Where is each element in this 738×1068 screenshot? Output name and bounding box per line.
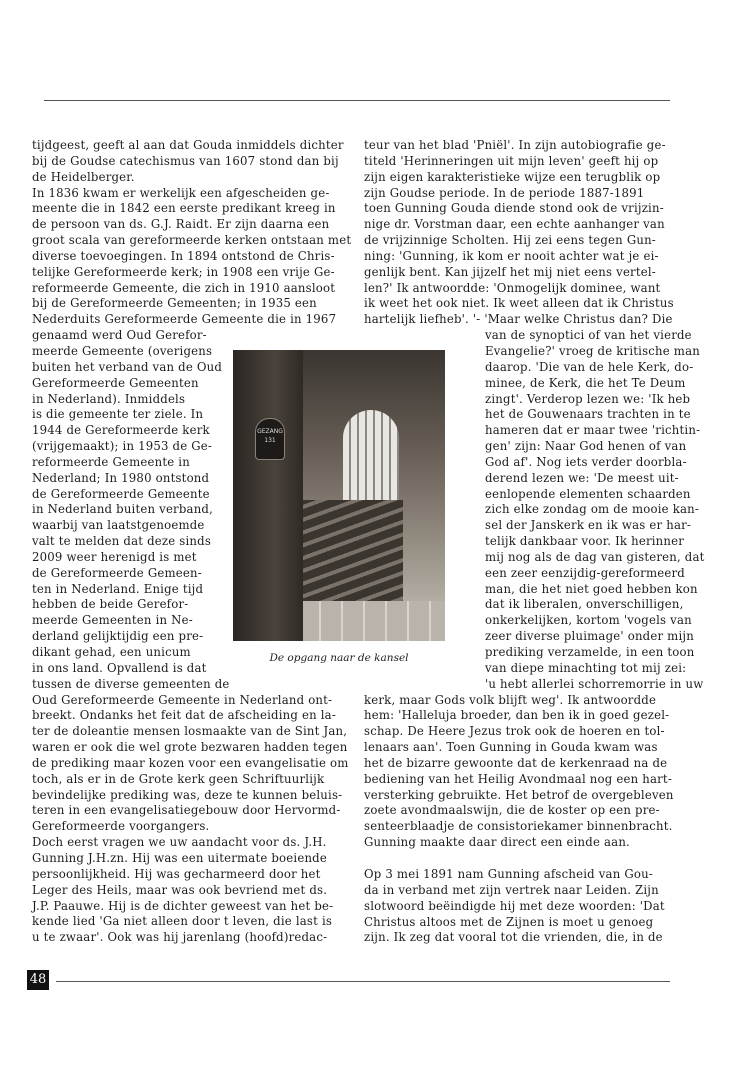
- text-line: kende lied 'Ga niet alleen door t leven, die last is: [32, 914, 333, 929]
- text-line: is die gemeente ter ziele. In: [32, 407, 204, 422]
- pillar: [233, 350, 303, 641]
- text-line: minee, de Kerk, die het Te Deum: [485, 375, 686, 390]
- text-line: God af'. Nog iets verder doorbla-: [485, 454, 687, 469]
- text-line: hameren dat er maar twee 'richtin-: [485, 423, 701, 438]
- text-line: zingt'. Verderop lezen we: 'Ik heb: [485, 391, 691, 406]
- text-line: van diepe minachting tot mij zei:: [485, 660, 687, 675]
- text-line: hem: 'Halleluja broeder, dan ben ik in goed gezel-: [364, 708, 670, 723]
- text-line: Nederland; In 1980 ontstond: [32, 470, 210, 485]
- text-line: tussen de diverse gemeenten de: [32, 676, 230, 691]
- text-line: Op 3 mei 1891 nam Gunning afscheid van Gou-: [364, 866, 653, 881]
- text-line: mij nog als de dag van gisteren, dat: [485, 549, 705, 564]
- text-line: reformeerde Gemeente in: [32, 454, 190, 469]
- text-line: dat ik liberalen, onverschilligen,: [485, 597, 684, 612]
- text-line: bevindelijke prediking was, deze te kunnen beluis-: [32, 787, 343, 802]
- text-line: toch, als er in de Grote kerk geen Schriftuurlijk: [32, 771, 325, 786]
- text-line: schap. De Heere Jezus trok ook de hoeren en tol-: [364, 724, 665, 739]
- text-line: daarop. 'Die van de hele Kerk, do-: [485, 359, 694, 374]
- text-line: zoete avondmaalswijn, die de koster op een pre-: [364, 803, 660, 818]
- text-line: het de Gouwenaars trachten in te: [485, 407, 691, 422]
- text-line: van de synoptici of van het vierde: [485, 328, 692, 343]
- bottom-rule: [56, 981, 670, 982]
- left-full-b: [32, 677, 348, 946]
- text-line: prediking verzamelde, in een toon: [485, 645, 695, 659]
- text-line: (vrijgemaakt); in 1953 de Ge-: [32, 439, 213, 454]
- text-line: ten in Nederland. Enige tijd: [32, 581, 204, 596]
- left-full-a: [32, 138, 352, 328]
- text-line: meerde Gemeente (overigens: [32, 343, 213, 358]
- text-line: zeer diverse pluimage' onder mijn: [485, 629, 694, 644]
- text-line: zijn. Ik zeg dat vooral tot die vrienden, die, in de: [364, 930, 663, 945]
- left-narrow: [32, 328, 228, 677]
- text-line: derland gelijktijdig een pre-: [32, 629, 204, 644]
- text-line: Doch eerst vragen we uw aandacht voor ds. J.H.: [32, 835, 327, 850]
- text-line: zijn Goudse periode. In de periode 1887-1891: [364, 185, 645, 200]
- text-line: Oud Gereformeerde Gemeente in Nederland ont-: [32, 692, 333, 707]
- text-line: 2009 weer herenigd is met: [32, 549, 197, 564]
- text-line: len?' Ik antwoordde: 'Onmogelijk dominee, want: [364, 280, 661, 295]
- text-line: hebben de beide Gerefor-: [32, 597, 189, 612]
- text-line: Gereformeerde Gemeenten: [32, 375, 199, 390]
- text-line: in ons land. Opvallend is dat: [32, 660, 207, 675]
- text-line: groot scala van gereformeerde kerken ontstaan met: [32, 233, 352, 248]
- text-line: sel der Janskerk en ik was er har-: [485, 518, 692, 533]
- text-line: senteerblaadje de consistoriekamer binnenbracht.: [364, 819, 673, 834]
- text-line: toen Gunning Gouda diende stond ook de vrijzin-: [364, 201, 664, 216]
- text-line: da in verband met zijn vertrek naar Leiden. Zijn: [364, 882, 659, 897]
- text-line: zich elke zondag om de mooie kan-: [485, 502, 700, 517]
- text-line: Gunning maakte daar direct een einde aan.: [364, 835, 630, 850]
- text-line: nige dr. Vorstman daar, een echte aanhanger van: [364, 217, 665, 232]
- text-line: in Nederland buiten verband,: [32, 502, 214, 517]
- text-line: persoonlijkheid. Hij was gecharmeerd door het: [32, 866, 321, 881]
- right-full-c: [364, 867, 670, 946]
- text-line: in Nederland). Inmiddels: [32, 391, 186, 406]
- text-line: de vrijzinnige Scholten. Hij zei eens tegen Gun-: [364, 233, 656, 248]
- text-line: buiten het verband van de Oud: [32, 359, 223, 374]
- text-line: genaamd werd Oud Gerefor-: [32, 328, 207, 343]
- page-number: 48: [27, 970, 49, 990]
- text-line: ning: 'Gunning, ik kom er nooit achter wat je ei-: [364, 248, 659, 263]
- text-line: In 1836 kwam er werkelijk een afgescheiden ge-: [32, 185, 330, 200]
- text-line: Leger des Heils, maar was ook bevriend met ds.: [32, 882, 328, 897]
- text-line: genlijk bent. Kan jijzelf het mij niet eens vertel-: [364, 264, 656, 279]
- text-line: Evangelie?' vroeg de kritische man: [485, 343, 700, 358]
- text-line: man, die het niet goed hebben kon: [485, 581, 698, 596]
- text-line: bij de Goudse catechismus van 1607 stond dan bij: [32, 153, 339, 168]
- text-line: ter de doleantie mensen losmaakte van de Sint Jan,: [32, 724, 348, 739]
- paragraph-gap: [364, 851, 670, 867]
- text-line: versterking gebruikte. Het betrof de overgebleven: [364, 787, 674, 802]
- text-line: de Gereformeerde Gemeente: [32, 486, 210, 501]
- text-line: diverse toevoegingen. In 1894 ontstond de Chris-: [32, 248, 335, 263]
- text-line: bij de Gereformeerde Gemeenten; in 1935 een: [32, 296, 317, 311]
- text-line: de prediking maar kozen voor een evangelisatie om: [32, 755, 349, 770]
- text-line: u te zwaar'. Ook was hij jarenlang (hoofd)redac-: [32, 930, 328, 945]
- text-line: kerk, maar Gods volk blijft weg'. Ik antwoordde: [364, 692, 657, 707]
- text-line: tijdgeest, geeft al aan dat Gouda inmiddels dichter: [32, 138, 344, 152]
- text-line: titeld 'Herinneringen uit mijn leven' geeft hij op: [364, 153, 659, 168]
- text-line: breekt. Ondanks het feit dat de afscheiding en la-: [32, 708, 336, 723]
- text-line: de Gereformeerde Gemeen-: [32, 565, 202, 580]
- text-line: onkerkelijken, kortom 'vogels van: [485, 613, 692, 628]
- text-line: meente die in 1842 een eerste predikant kreeg in: [32, 201, 336, 216]
- text-line: meerde Gemeenten in Ne-: [32, 613, 193, 628]
- text-line: teur van het blad 'Pniël'. In zijn autobiografie ge-: [364, 138, 666, 152]
- text-line: dikant gehad, een unicum: [32, 645, 191, 659]
- church-window: [343, 410, 399, 510]
- text-line: hartelijk liefheb'. '- 'Maar welke Christus dan? Die: [364, 312, 673, 327]
- photo-caption: De opgang naar de kansel: [269, 652, 409, 664]
- text-line: 'u hebt allerlei schorremorrie in uw: [485, 676, 704, 691]
- text-line: Gunning J.H.zn. Hij was een uitermate boeiende: [32, 850, 327, 865]
- right-narrow: [485, 328, 705, 692]
- text-line: Gereformeerde voorgangers.: [32, 819, 210, 834]
- text-line: teren in een evangelisatiegebouw door Hervormd-: [32, 803, 341, 818]
- text-line: het de bizarre gewoonte dat de kerkenraad na de: [364, 755, 668, 770]
- text-line: reformeerde Gemeente, die zich in 1910 aansloot: [32, 280, 336, 295]
- text-line: valt te melden dat deze sinds: [32, 534, 212, 549]
- text-line: ik weet het ook niet. Ik weet alleen dat ik Christus: [364, 296, 674, 311]
- text-line: telijke Gereformeerde kerk; in 1908 een vrije Ge-: [32, 264, 335, 279]
- text-line: de Heidelberger.: [32, 169, 135, 184]
- text-line: 1944 de Gereformeerde kerk: [32, 423, 210, 438]
- text-line: Nederduits Gereformeerde Gemeente die in 1967: [32, 312, 337, 327]
- top-rule: [44, 100, 670, 101]
- right-full-b: [364, 692, 674, 851]
- text-line: gen' zijn: Naar God henen of van: [485, 439, 687, 454]
- text-line: eenlopende elementen schaarden: [485, 486, 691, 501]
- text-line: Christus altoos met de Zijnen is moet u genoeg: [364, 914, 654, 929]
- text-line: waren er ook die wel grote bezwaren hadden tegen: [32, 740, 348, 755]
- text-line: waarbij van laatstgenoemde: [32, 518, 205, 533]
- hymn-board: GEZANG 131: [255, 418, 285, 460]
- text-line: bediening van het Heilig Avondmaal nog een hart-: [364, 771, 672, 786]
- text-line: lenaars aan'. Toen Gunning in Gouda kwam was: [364, 740, 658, 755]
- text-line: derend lezen we: 'De meest uit-: [485, 470, 679, 485]
- right-full-a: [364, 138, 674, 328]
- text-line: J.P. Paauwe. Hij is de dichter geweest van het be-: [32, 898, 334, 913]
- spiral-staircase: [293, 500, 403, 610]
- text-line: een zeer eenzijdig-gereformeerd: [485, 565, 685, 580]
- text-line: zijn eigen karakteristieke wijze een terugblik op: [364, 169, 661, 184]
- text-line: de persoon van ds. G.J. Raidt. Er zijn daarna een: [32, 217, 330, 232]
- text-line: slotwoord beëindigde hij met deze woorden: 'Dat: [364, 898, 665, 913]
- pulpit-stairs-photo: [233, 350, 445, 641]
- text-line: telijk dankbaar voor. Ik herinner: [485, 534, 685, 549]
